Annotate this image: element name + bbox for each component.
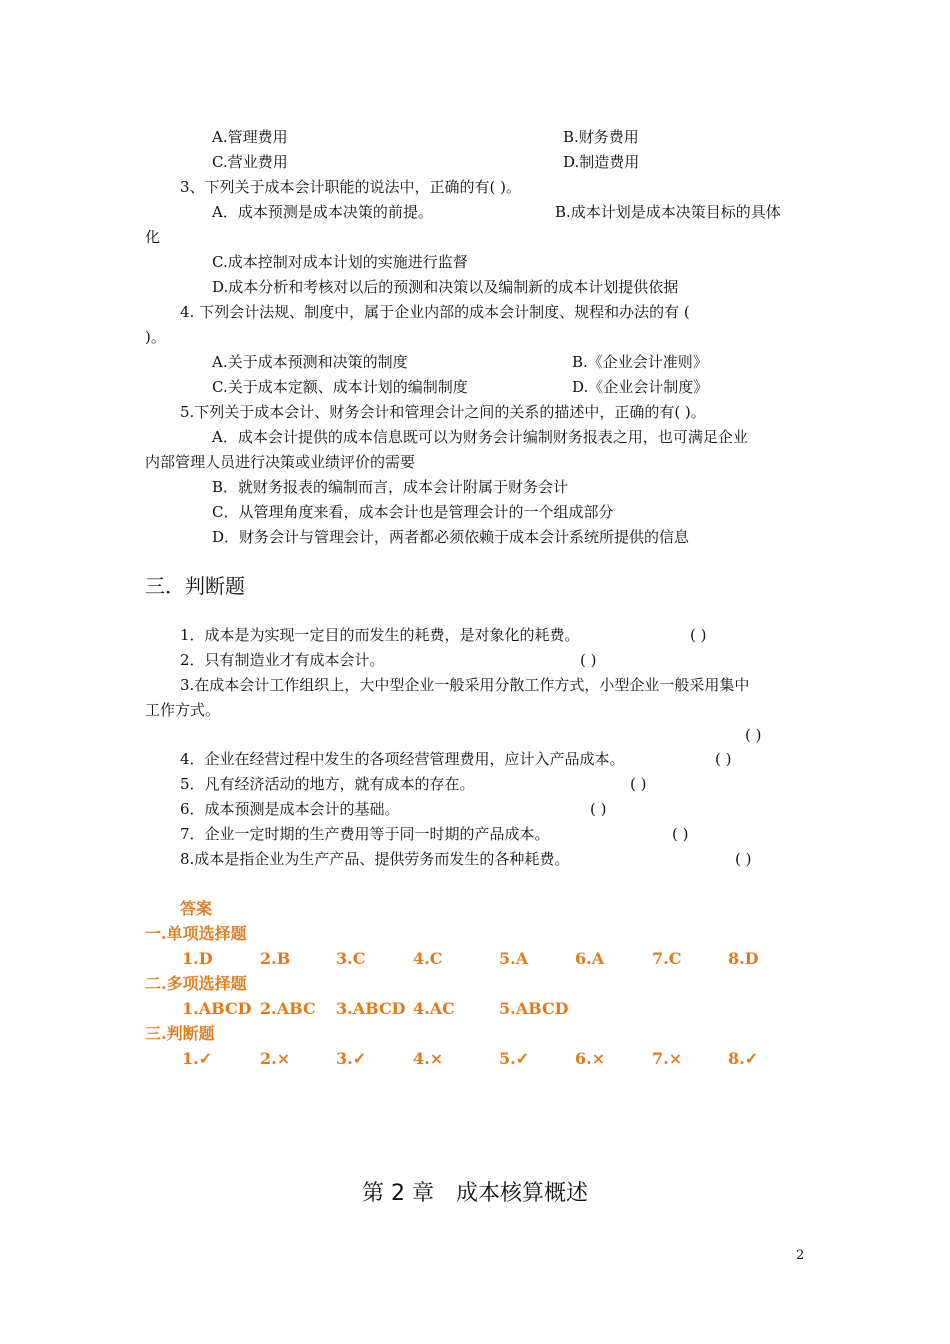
q4-option-d: D.《企业会计制度》 [572,378,709,396]
tf-question-2: 2．只有制造业才有成本会计。 [180,651,385,669]
q3-option-d: D.成本分析和考核对以后的预测和决策以及编制新的成本计划提供依据 [212,278,679,296]
answer-3-8: 8.✓ [728,1049,759,1068]
tf-question-1: 1．成本是为实现一定目的而发生的耗费，是对象化的耗费。 [180,626,580,644]
chapter-title: 第 2 章 成本核算概述 [362,1181,588,1206]
option-a: A.管理费用 [212,128,288,146]
tf-question-4: 4．企业在经营过程中发生的各项经营管理费用，应计入产品成本。 [180,750,625,768]
answers-title: 答案 [180,899,213,918]
tf-question-5: 5．凡有经济活动的地方，就有成本的存在。 [180,775,475,793]
answers-section-1-title: 一.单项选择题 [145,924,247,943]
answers-section-3-title: 三.判断题 [145,1024,215,1043]
answer-3-5: 5.✓ [499,1049,530,1068]
q5-option-b: B．就财务报表的编制而言，成本会计附属于财务会计 [212,478,569,496]
tf-blank-2: ( ) [580,651,597,669]
answers-section-2-title: 二.多项选择题 [145,974,247,993]
tf-blank-4: ( ) [715,750,732,768]
tf-blank-1: ( ) [690,626,707,644]
option-b: B.财务费用 [563,128,639,146]
answer-1-3: 3.C [336,949,366,968]
answer-3-2: 2.× [260,1049,291,1068]
answer-2-3: 3.ABCD [336,999,406,1018]
page-number: 2 [796,1248,805,1263]
answer-2-2: 2.ABC [260,999,316,1018]
answer-1-1: 1.D [182,949,213,968]
tf-question-8: 8.成本是指企业为生产产品、提供劳务而发生的各种耗费。 [180,850,570,868]
tf-blank-5: ( ) [630,775,647,793]
answer-1-4: 4.C [413,949,443,968]
question-4-stem: 4. 下列会计法规、制度中，属于企业内部的成本会计制度、规程和办法的有 ( [180,303,690,321]
q3-option-b: B.成本计划是成本决策目标的具体 [555,203,781,221]
tf-blank-6: ( ) [590,800,607,818]
question-3-stem: 3、下列关于成本会计职能的说法中，正确的有( )。 [180,178,522,196]
tf-question-3-cont: 工作方式。 [145,701,221,719]
q3-option-b-cont: 化 [145,228,161,246]
question-4-stem-cont: )。 [145,328,166,346]
answer-3-4: 4.× [413,1049,444,1068]
q3-option-a: A．成本预测是成本决策的前提。 [212,203,433,221]
option-d: D.制造费用 [563,153,640,171]
answer-1-7: 7.C [652,949,682,968]
answer-3-1: 1.✓ [182,1049,213,1068]
tf-blank-8: ( ) [735,850,752,868]
q5-option-a-cont: 内部管理人员进行决策或业绩评价的需要 [145,453,416,471]
tf-question-6: 6．成本预测是成本会计的基础。 [180,800,400,818]
answer-1-8: 8.D [728,949,759,968]
q4-option-a: A.关于成本预测和决策的制度 [212,353,408,371]
q5-option-c: C．从管理角度来看，成本会计也是管理会计的一个组成部分 [212,503,614,521]
tf-blank-7: ( ) [672,825,689,843]
answer-1-5: 5.A [499,949,529,968]
q4-option-b: B.《企业会计准则》 [572,353,708,371]
q5-option-a: A．成本会计提供的成本信息既可以为财务会计编制财务报表之用，也可满足企业 [212,428,748,446]
q4-option-c: C.关于成本定额、成本计划的编制制度 [212,378,468,396]
tf-blank-3: ( ) [745,726,762,744]
question-5-stem: 5.下列关于成本会计、财务会计和管理会计之间的关系的描述中，正确的有( )。 [180,403,706,421]
answer-1-2: 2.B [260,949,291,968]
tf-question-7: 7．企业一定时期的生产费用等于同一时期的产品成本。 [180,825,550,843]
answer-2-5: 5.ABCD [499,999,569,1018]
q5-option-d: D．财务会计与管理会计，两者都必须依赖于成本会计系统所提供的信息 [212,528,690,546]
answer-2-4: 4.AC [413,999,455,1018]
option-c: C.营业费用 [212,153,288,171]
answer-3-6: 6.× [575,1049,606,1068]
answer-2-1: 1.ABCD [182,999,252,1018]
q3-option-c: C.成本控制对成本计划的实施进行监督 [212,253,468,271]
section-heading-true-false: 三．判断题 [145,574,245,598]
answer-3-3: 3.✓ [336,1049,367,1068]
answer-3-7: 7.× [652,1049,683,1068]
tf-question-3: 3.在成本会计工作组织上，大中型企业一般采用分散工作方式，小型企业一般采用集中 [180,676,750,694]
answer-1-6: 6.A [575,949,605,968]
